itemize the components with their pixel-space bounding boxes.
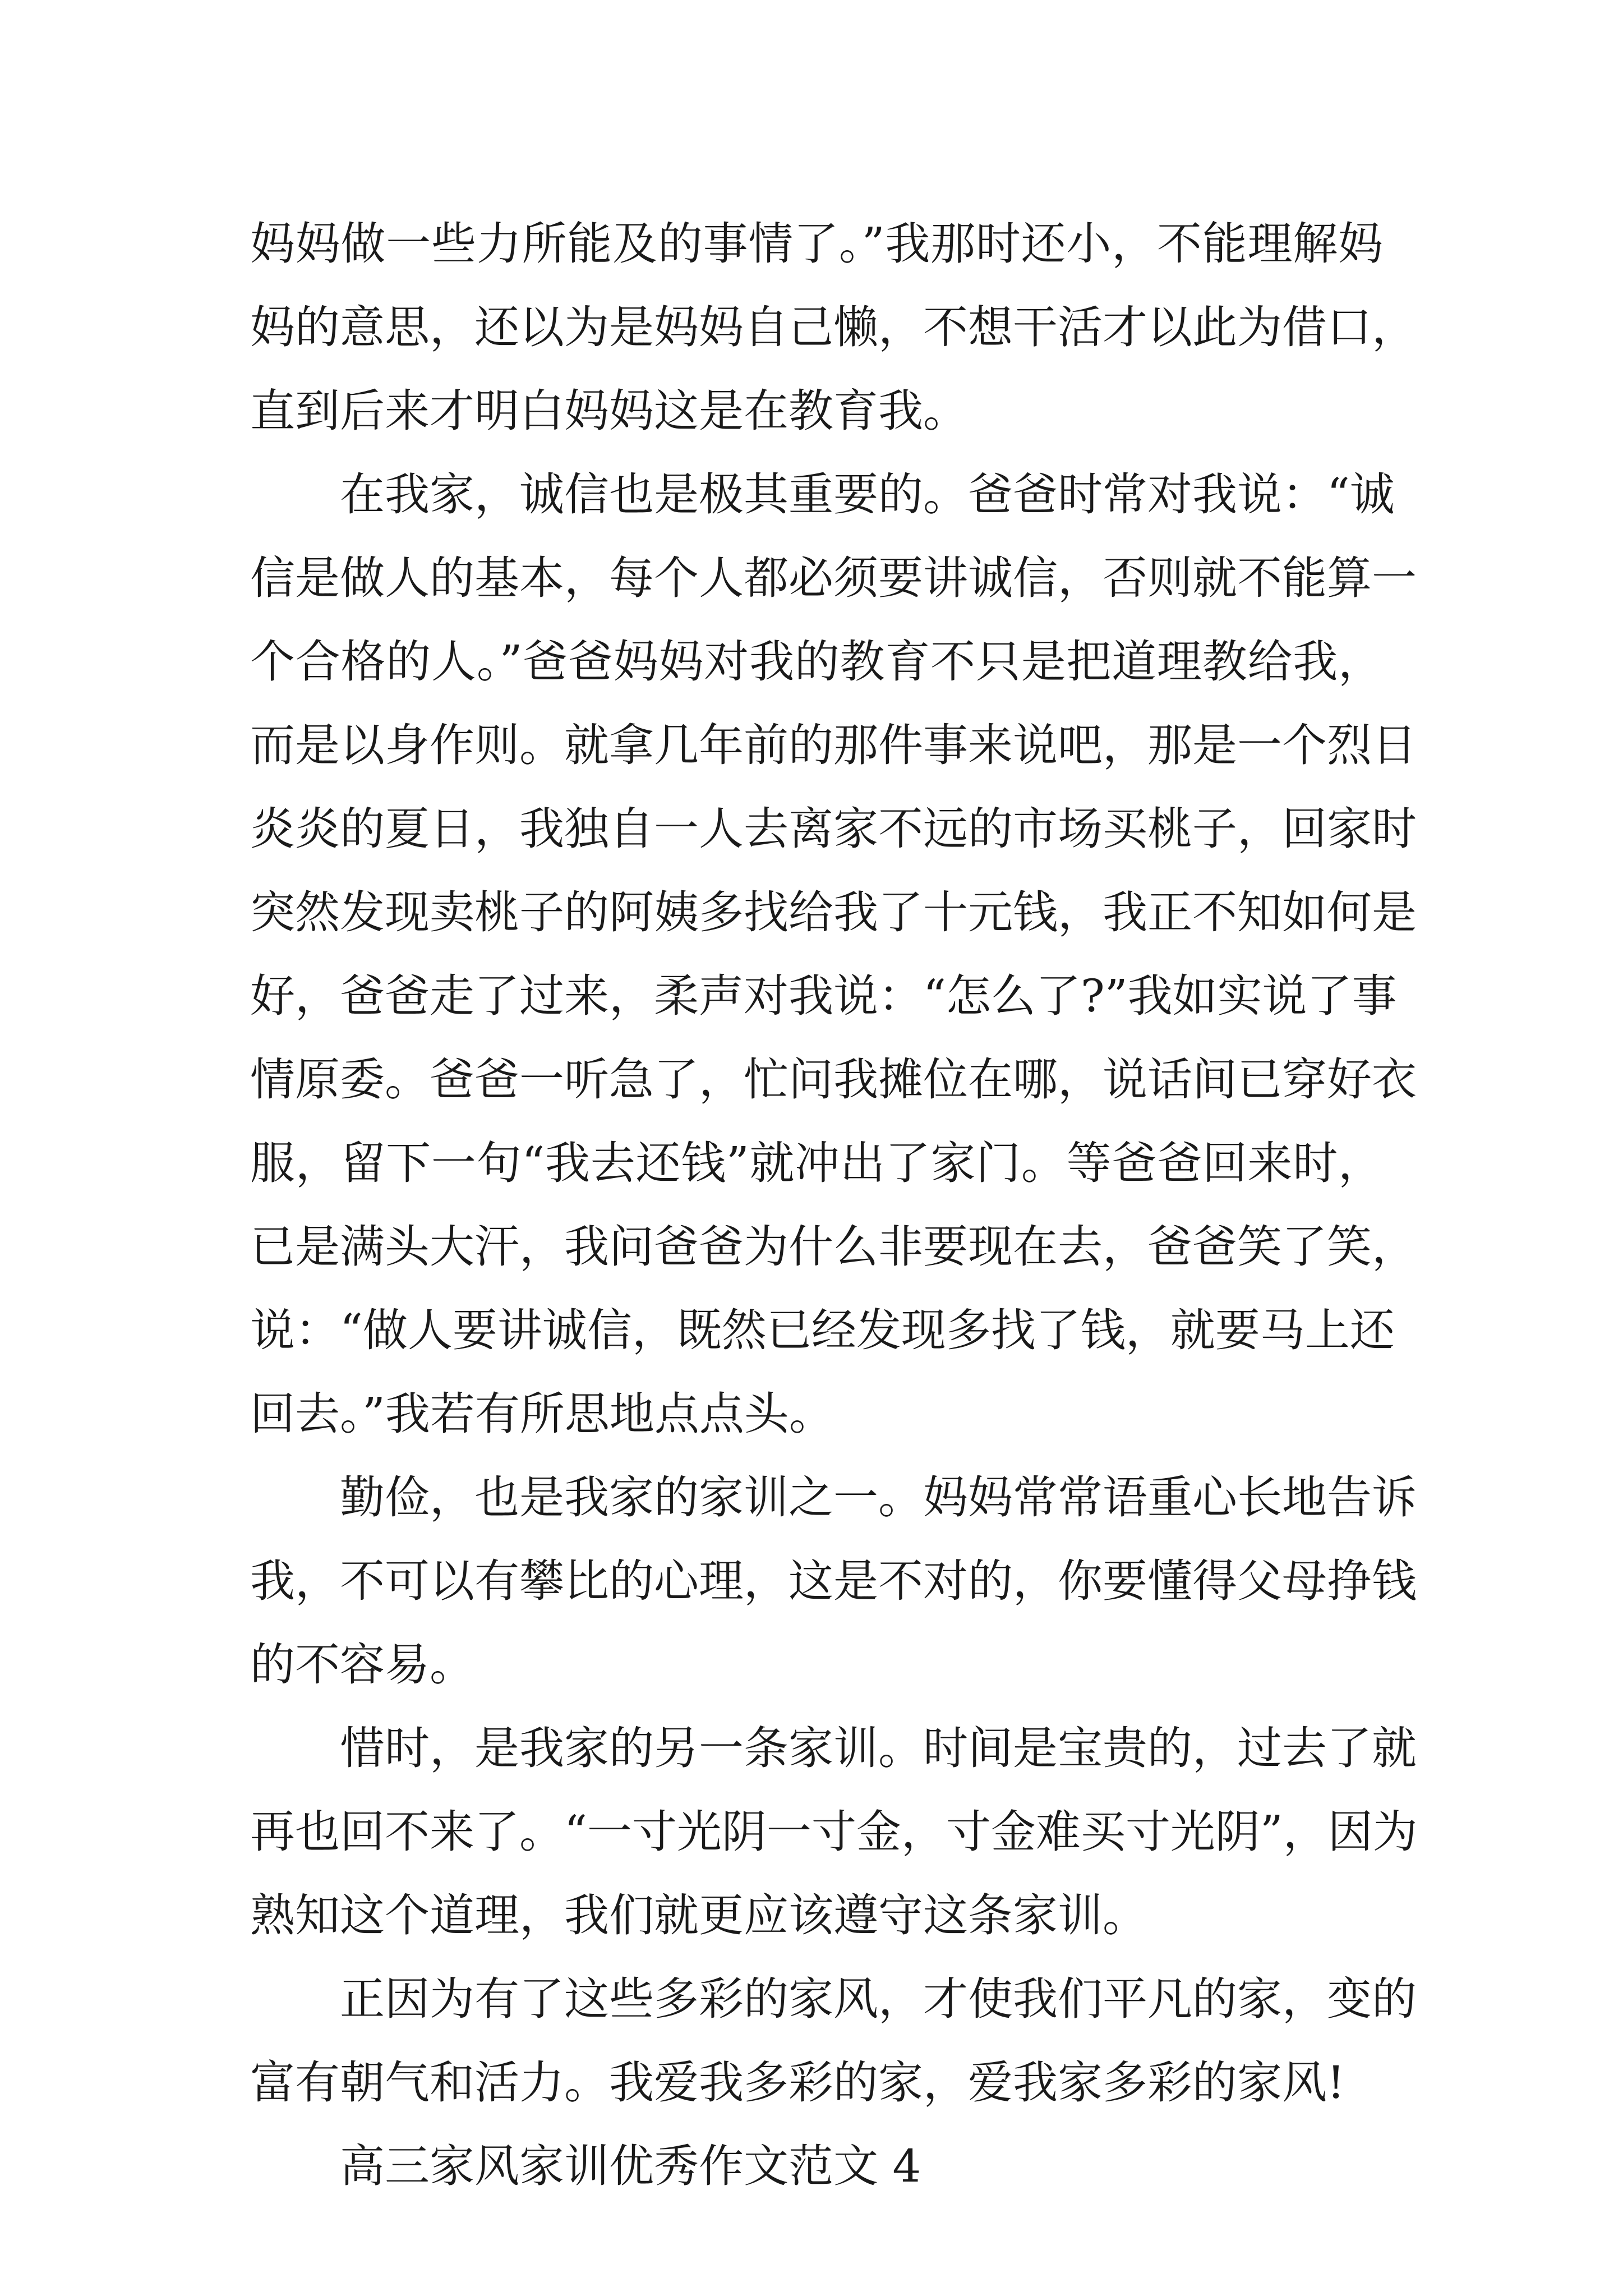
document-body [250,202,1418,2208]
paragraph [250,1706,1418,1957]
text-line: 说：“做人要讲诚信，既然已经发现多找了钱，就要马上还 [250,1304,1395,1356]
text-line: 服，留下一句“我去还钱”就冲出了家门。等爸爸回来时， [250,1137,1383,1189]
text-line: 惜时，是我家的另一条家训。时间是宝贵的，过去了就 [340,1722,1417,1774]
text-line: 好，爸爸走了过来，柔声对我说：“怎么了?”我如实说了事 [250,970,1397,1022]
text-line: 而是以身作则。就拿几年前的那件事来说吧，那是一个烈日 [250,719,1417,771]
text-line: 炎炎的夏日，我独自一人去离家不远的市场买桃子，回家时 [250,803,1417,855]
text-line: 的不容易。 [250,1639,474,1691]
text-line: 回去。”我若有所思地点点头。 [250,1388,834,1440]
text-line: 我，不可以有攀比的心理，这是不对的，你要懂得父母挣钱 [250,1555,1417,1607]
text-line: 突然发现卖桃子的阿姨多找给我了十元钱，我正不知如何是 [250,886,1417,938]
text-line: 妈的意思，还以为是妈妈自己懒，不想干活才以此为借口， [250,301,1417,353]
text-line: 已是满头大汗，我问爸爸为什么非要现在去，爸爸笑了笑， [250,1221,1417,1273]
text-line: 再也回不来了。“一寸光阴一寸金，寸金难买寸光阴”，因为 [250,1806,1418,1858]
text-line: 正因为有了这些多彩的家风，才使我们平凡的家，变的 [340,1973,1417,2025]
text-line: 妈妈做一些力所能及的事情了。”我那时还小，不能理解妈 [250,218,1383,270]
text-line: 情原委。爸爸一听急了，忙问我摊位在哪，说话间已穿好衣 [250,1053,1417,1106]
paragraph [250,1957,1417,2124]
text-line: 熟知这个道理，我们就更应该遵守这条家训。 [250,1889,1147,1941]
text-line: 直到后来才明白妈妈这是在教育我。 [250,385,968,437]
section-heading [250,2124,1383,2208]
text-line: 勤俭，也是我家的家训之一。妈妈常常语重心长地告诉 [340,1471,1417,1524]
text-line: 富有朝气和活力。我爱我多彩的家，爱我家多彩的家风! [250,2056,1345,2109]
text-line: 个合格的人。”爸爸妈妈对我的教育不只是把道理教给我， [250,636,1383,688]
paragraph [250,202,1417,453]
text-line: 信是做人的基本，每个人都必须要讲诚信，否则就不能算一 [250,552,1417,604]
heading-line: 高三家风家训优秀作文范文 4 [340,2140,921,2192]
paragraph [250,1456,1417,1706]
paragraph [250,453,1417,1456]
text-line: 在我家，诚信也是极其重要的。爸爸时常对我说：“诚 [340,468,1395,521]
